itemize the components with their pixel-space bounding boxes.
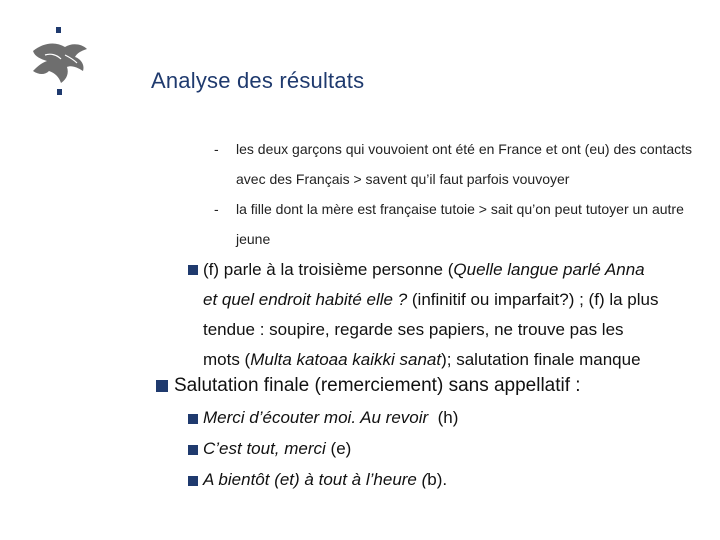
sub-bullet-2	[203, 439, 351, 459]
university-logo-icon	[25, 25, 95, 100]
dash-item-line-2: jeune	[236, 231, 271, 247]
bullet-f-line-1	[203, 260, 645, 280]
bullet-f-line-3	[203, 320, 624, 340]
bullet-f-text: (f) parle à la troisième personne (	[203, 260, 454, 279]
sub-bullet-3	[203, 470, 447, 490]
sub-bullet-1	[203, 408, 458, 428]
main-bullet-text: Salutation finale (remerciement) sans appellatif :	[174, 375, 581, 396]
sub-bullet-italic: Merci d’écouter moi. Au revoir	[203, 408, 429, 427]
dash-item-1	[214, 141, 714, 191]
dash-item-2	[214, 201, 714, 251]
dash-marker: -	[214, 201, 219, 217]
bullet-f-text: ); salutation finale manque	[441, 350, 641, 369]
slide-title: Analyse des résultats	[151, 68, 365, 93]
bullet-f-text: mots (	[203, 350, 251, 369]
bullet-f-text: (infinitif ou imparfait?) ; (f) la plus	[407, 290, 659, 309]
bullet-f-italic: et quel endroit habité elle ?	[203, 290, 408, 309]
sub-bullet-italic: A bientôt (et) à tout à l’heure (	[203, 470, 428, 489]
bullet-f-text: tendue : soupire, regarde ses papiers, ne trouve pas les	[203, 320, 624, 339]
square-bullet-icon	[156, 380, 168, 392]
bullet-f-italic: Quelle langue parlé Anna	[453, 260, 645, 279]
bullet-f-line-4	[203, 350, 641, 370]
sub-bullet-italic: C’est tout, merci	[203, 439, 326, 458]
sub-bullet-text: b).	[427, 470, 448, 489]
bullet-f-line-2	[203, 290, 658, 310]
bullet-f-italic: Multa katoaa kaikki sanat	[250, 350, 442, 369]
square-bullet-icon	[188, 476, 198, 486]
dash-marker: -	[214, 141, 219, 157]
square-bullet-icon	[188, 445, 198, 455]
dash-item-line-1: la fille dont la mère est française tutoie > sait qu’on peut tutoyer un autre	[236, 201, 684, 217]
sub-bullet-text: (e)	[325, 439, 352, 458]
sub-bullet-text: (h)	[428, 408, 459, 427]
dash-item-line-1: les deux garçons qui vouvoient ont été en France et ont (eu) des contacts	[236, 141, 693, 157]
square-bullet-icon	[188, 414, 198, 424]
dash-item-line-2: avec des Français > savent qu’il faut parfois vouvoyer	[236, 171, 570, 187]
square-bullet-icon	[188, 265, 198, 275]
